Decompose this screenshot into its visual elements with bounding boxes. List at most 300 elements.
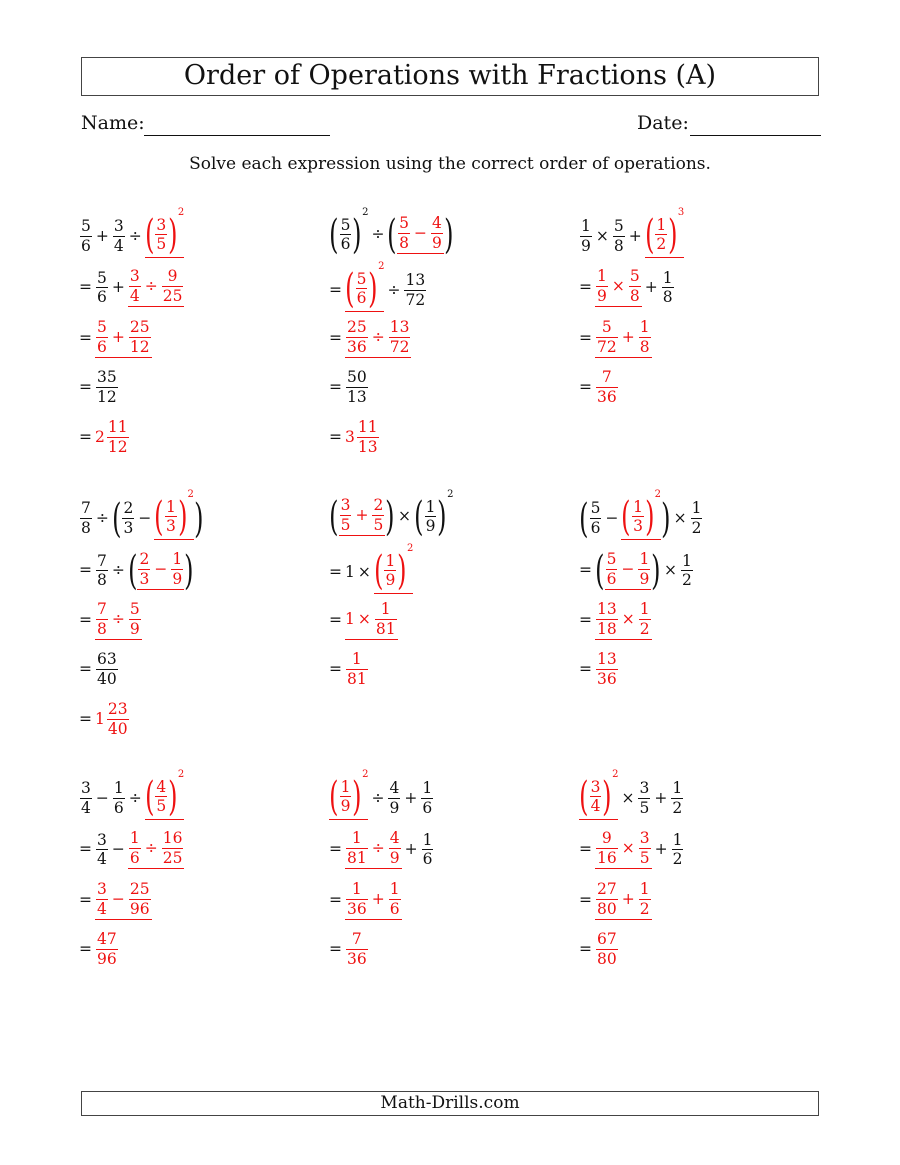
- fraction: [80, 781, 92, 816]
- denominator: 6: [389, 899, 400, 918]
- numerator: 13: [389, 318, 410, 336]
- denominator: 2: [672, 850, 683, 868]
- fraction: [375, 602, 397, 637]
- equals-sign: =: [79, 709, 92, 728]
- step: [579, 548, 694, 597]
- numerator: 1: [662, 268, 673, 287]
- numerator: 1: [165, 497, 176, 516]
- highlighted-operation: [595, 831, 652, 869]
- equals-sign: =: [79, 427, 92, 446]
- fraction: [155, 215, 167, 253]
- equals-sign: =: [579, 278, 592, 297]
- fraction: [96, 268, 108, 306]
- fraction: [596, 652, 618, 687]
- highlighted-operation: [644, 207, 685, 258]
- fraction: [96, 320, 108, 355]
- answer: [79, 420, 130, 466]
- numerator: 7: [97, 551, 107, 570]
- denominator: 6: [97, 337, 107, 356]
- operator: +: [628, 226, 642, 245]
- numerator: 1: [633, 497, 643, 516]
- denominator: 5: [639, 848, 650, 867]
- denominator: 2: [681, 571, 692, 589]
- denominator: 4: [81, 798, 91, 817]
- expression: [79, 489, 204, 543]
- fraction: [346, 831, 368, 866]
- parenthesis: (: [345, 266, 355, 312]
- fraction: [672, 830, 684, 868]
- denominator: 4: [97, 899, 107, 918]
- parenthesis: (: [595, 548, 605, 594]
- fraction: [662, 268, 674, 306]
- denominator: 4: [129, 286, 140, 305]
- fraction: [590, 501, 602, 536]
- step: [579, 320, 652, 366]
- fraction: [596, 932, 618, 967]
- operator: ÷: [128, 226, 142, 245]
- step: = 1 × ( $\frac{1}{9}$ ) 2: [329, 543, 414, 594]
- parenthesis: ): [352, 212, 362, 258]
- operator: ÷: [144, 838, 158, 857]
- denominator: 96: [129, 899, 150, 918]
- fraction: [357, 420, 379, 455]
- equals-sign: =: [579, 377, 592, 396]
- exponent: 2: [362, 207, 369, 218]
- parenthesis: (: [127, 548, 138, 594]
- fraction: [596, 831, 618, 866]
- parenthesis: ): [602, 774, 612, 820]
- operator: −: [111, 840, 125, 859]
- operator: −: [413, 223, 427, 242]
- fraction: [691, 501, 703, 536]
- denominator: 80: [597, 949, 617, 968]
- fraction: [384, 551, 396, 589]
- exponent: 2: [177, 769, 185, 780]
- parenthesis: ): [661, 495, 671, 542]
- highlighted-operation: [144, 769, 185, 820]
- highlighted-operation: [397, 216, 444, 254]
- highlighted-operation: [595, 602, 652, 640]
- exponent: 2: [362, 769, 369, 780]
- exponent: 2: [447, 489, 454, 500]
- parenthesis: ): [385, 494, 395, 540]
- numerator: 3: [129, 267, 140, 285]
- numerator: 35: [97, 368, 117, 386]
- denominator: 6: [422, 850, 433, 868]
- denominator: 8: [639, 337, 650, 356]
- numerator: 1: [639, 550, 650, 568]
- parenthesis: (: [144, 774, 155, 820]
- denominator: 36: [597, 669, 617, 688]
- numerator: 1: [597, 267, 607, 285]
- equals-sign: =: [329, 329, 342, 348]
- numerator: 1: [672, 779, 683, 797]
- fraction: [632, 497, 644, 535]
- numerator: 1: [375, 602, 397, 620]
- highlighted-operation: [95, 320, 152, 358]
- denominator: 9: [340, 797, 351, 815]
- numerator: 25: [129, 880, 150, 898]
- parenthesis: ): [168, 212, 178, 258]
- equals-sign: =: [579, 891, 592, 910]
- denominator: 9: [389, 848, 400, 867]
- numerator: 67: [597, 930, 617, 948]
- fraction: [80, 219, 92, 254]
- worksheet-title: Order of Operations with Fractions (A): [81, 57, 819, 96]
- fraction: [96, 932, 118, 967]
- numerator: 5: [590, 499, 601, 517]
- operator: ×: [621, 788, 635, 807]
- step: [329, 602, 398, 648]
- numerator: 1: [581, 217, 591, 235]
- operator: ×: [357, 562, 371, 581]
- numerator: 1: [129, 829, 140, 847]
- numerator: 11: [107, 418, 128, 436]
- parenthesis: ): [651, 548, 661, 594]
- denominator: 6: [422, 798, 433, 817]
- operator: −: [154, 559, 168, 578]
- numerator: 4: [431, 214, 442, 232]
- numerator: 5: [356, 269, 367, 288]
- denominator: 5: [639, 798, 650, 817]
- fraction: [431, 216, 443, 251]
- name-label: Name:: [81, 112, 145, 134]
- operator: +: [404, 840, 418, 859]
- equals-sign: =: [329, 427, 342, 446]
- fraction: [389, 320, 411, 355]
- denominator: 72: [597, 337, 617, 356]
- numerator: 50: [347, 368, 367, 386]
- fraction: [138, 552, 150, 587]
- fraction: [425, 497, 437, 535]
- operator: −: [138, 508, 152, 527]
- expression: [79, 769, 185, 823]
- denominator: 36: [597, 387, 617, 406]
- operator: ÷: [95, 508, 109, 527]
- operator: +: [621, 889, 635, 908]
- numerator: 5: [97, 268, 107, 287]
- numerator: 2: [123, 499, 134, 517]
- highlighted-operation: [345, 261, 385, 312]
- expression: [579, 489, 703, 543]
- fraction: [590, 777, 602, 815]
- numerator: 25: [347, 318, 367, 336]
- fraction: [96, 882, 108, 917]
- answer: [329, 932, 369, 978]
- mixed-number: [95, 420, 130, 455]
- denominator: 6: [81, 236, 91, 255]
- denominator: 13: [357, 437, 378, 456]
- numerator: 13: [597, 600, 617, 618]
- fraction: [155, 777, 167, 815]
- equals-sign: =: [79, 659, 92, 678]
- numerator: 25: [129, 318, 150, 336]
- denominator: 3: [139, 569, 150, 588]
- numerator: 3: [97, 880, 107, 898]
- equals-sign: =: [579, 659, 592, 678]
- whole-number: 3: [345, 427, 355, 446]
- operator: +: [404, 788, 418, 807]
- numerator: 7: [346, 932, 368, 950]
- denominator: 9: [581, 236, 591, 255]
- highlighted-operation: [345, 320, 411, 358]
- equals-sign: =: [79, 891, 92, 910]
- operator: ÷: [371, 788, 385, 807]
- equals-sign: =: [329, 377, 342, 396]
- numerator: 3: [639, 779, 650, 797]
- denominator: 3: [633, 517, 643, 535]
- highlighted-operation: [144, 207, 185, 258]
- highlighted-operation: [605, 552, 652, 590]
- denominator: 6: [590, 518, 601, 537]
- highlighted-operation: [595, 269, 642, 307]
- operator: +: [621, 327, 635, 346]
- equals-sign: =: [579, 561, 592, 580]
- parenthesis: ): [437, 494, 447, 540]
- equals-sign: =: [79, 939, 92, 958]
- footer-site-name: Math-Drills.com: [81, 1091, 819, 1116]
- answer: [579, 652, 619, 698]
- exponent: 2: [187, 489, 194, 500]
- step: [329, 261, 427, 315]
- numerator: 1: [172, 550, 183, 568]
- fraction: [388, 781, 400, 816]
- expression: [329, 769, 434, 823]
- denominator: 5: [156, 235, 167, 253]
- highlighted-operation: [128, 269, 185, 307]
- numerator: 5: [129, 600, 140, 618]
- numerator: 3: [97, 830, 107, 849]
- fraction: [107, 420, 129, 455]
- denominator: 9: [385, 571, 396, 589]
- operator: +: [371, 889, 385, 908]
- equals-sign: =: [579, 939, 592, 958]
- operator: ÷: [371, 327, 385, 346]
- denominator: 81: [375, 619, 396, 638]
- parenthesis: (: [329, 494, 339, 540]
- equals-sign: =: [329, 659, 342, 678]
- denominator: 6: [356, 289, 367, 307]
- denominator: 9: [389, 798, 400, 817]
- step: [79, 320, 152, 366]
- answer: [79, 932, 119, 978]
- exponent: 2: [378, 261, 385, 272]
- denominator: 6: [340, 235, 351, 253]
- highlighted-operation: [373, 543, 414, 594]
- parenthesis: (: [579, 495, 589, 542]
- numerator: 3: [639, 829, 650, 847]
- denominator: 16: [597, 848, 617, 867]
- operator: ÷: [371, 225, 385, 244]
- fraction: [162, 831, 184, 866]
- numerator: 1: [346, 831, 368, 849]
- operator: +: [111, 327, 125, 346]
- fraction: [96, 551, 108, 589]
- denominator: 4: [97, 850, 107, 868]
- fraction: [639, 882, 651, 917]
- highlighted-operation: [154, 489, 194, 540]
- numerator: 1: [422, 779, 433, 797]
- denominator: 81: [347, 848, 367, 867]
- numerator: 1: [639, 880, 650, 898]
- fraction: [129, 269, 141, 304]
- denominator: 96: [97, 949, 117, 968]
- fraction: [639, 831, 651, 866]
- fraction: [398, 216, 410, 251]
- step: [79, 831, 184, 877]
- expression: [329, 207, 454, 261]
- denominator: 9: [172, 569, 183, 588]
- equals-sign: =: [579, 329, 592, 348]
- highlighted-operation: [137, 552, 184, 590]
- denominator: 40: [107, 719, 128, 738]
- expression: [79, 207, 185, 261]
- equals-sign: =: [329, 939, 342, 958]
- denominator: 12: [97, 387, 117, 406]
- step: [79, 602, 142, 648]
- operator: ×: [663, 561, 677, 580]
- fraction: [107, 702, 129, 737]
- expression: [579, 769, 684, 823]
- denominator: 2: [639, 619, 650, 638]
- fraction: [96, 652, 118, 687]
- denominator: 72: [389, 337, 410, 356]
- step: [79, 652, 119, 698]
- numerator: 7: [81, 499, 91, 517]
- denominator: 8: [97, 571, 107, 589]
- operator: −: [111, 889, 125, 908]
- exponent: 2: [406, 543, 414, 554]
- step: [329, 831, 434, 877]
- denominator: 8: [97, 619, 107, 638]
- denominator: 5: [156, 797, 167, 815]
- highlighted-operation: [345, 831, 402, 869]
- numerator: 11: [357, 418, 378, 436]
- date-field[interactable]: [690, 135, 821, 136]
- fraction: [96, 602, 108, 637]
- denominator: 9: [425, 517, 436, 535]
- step: [579, 269, 675, 315]
- numerator: 5: [606, 550, 617, 568]
- fraction: [96, 370, 118, 405]
- fraction: [389, 831, 401, 866]
- operator: ×: [611, 276, 625, 295]
- denominator: 8: [399, 233, 409, 252]
- highlighted-operation: [595, 320, 652, 358]
- answer: [329, 420, 380, 466]
- numerator: 1: [691, 499, 702, 517]
- mixed-number: [95, 702, 130, 737]
- fraction: [346, 882, 368, 917]
- numerator: 1: [389, 880, 400, 898]
- denominator: 80: [597, 899, 617, 918]
- fraction: [165, 497, 177, 535]
- fraction: [80, 501, 92, 536]
- numerator: 9: [596, 831, 618, 849]
- numerator: 5: [81, 217, 91, 235]
- numerator: 1: [425, 497, 436, 516]
- numerator: 5: [613, 217, 624, 235]
- highlighted-operation: [329, 769, 369, 820]
- fraction: [404, 273, 426, 308]
- fraction: [113, 219, 125, 254]
- fraction: [606, 552, 618, 587]
- fraction: [129, 882, 151, 917]
- numerator: 1: [639, 318, 650, 336]
- numerator: 5: [596, 320, 618, 338]
- equals-sign: =: [79, 840, 92, 859]
- operator: ×: [357, 609, 371, 628]
- denominator: 36: [347, 949, 367, 968]
- denominator: 12: [107, 437, 128, 456]
- parenthesis: ): [668, 212, 678, 258]
- operator: ×: [673, 508, 687, 527]
- numerator: 1: [113, 779, 124, 797]
- fraction: [129, 831, 141, 866]
- fraction: [372, 498, 384, 533]
- parenthesis: ): [177, 494, 188, 540]
- denominator: 25: [162, 286, 183, 305]
- highlighted-operation: [128, 831, 185, 869]
- name-field[interactable]: [144, 135, 330, 136]
- numerator: 3: [156, 215, 167, 234]
- numerator: 3: [340, 496, 351, 514]
- fraction: [340, 777, 352, 815]
- highlighted-operation: 1 × $\frac{1}{81}$: [345, 602, 398, 640]
- operator: +: [654, 788, 668, 807]
- equals-sign: =: [329, 891, 342, 910]
- numerator: 1: [639, 600, 650, 618]
- operator: ×: [621, 609, 635, 628]
- step: [579, 882, 652, 928]
- step: [329, 882, 402, 928]
- numerator: 5: [399, 214, 409, 232]
- numerator: 1: [346, 652, 368, 670]
- operator: ÷: [111, 609, 125, 628]
- numerator: 3: [590, 777, 601, 796]
- denominator: 8: [613, 236, 624, 255]
- fraction: [596, 370, 618, 405]
- numerator: 2: [373, 496, 384, 514]
- parenthesis: (: [111, 495, 122, 542]
- parenthesis: ): [397, 548, 407, 594]
- numerator: 27: [597, 880, 617, 898]
- operator: ×: [595, 226, 609, 245]
- step: [79, 548, 194, 597]
- highlighted-operation: [345, 882, 402, 920]
- highlighted-operation: [595, 882, 652, 920]
- parenthesis: ): [168, 774, 178, 820]
- equals-sign: =: [79, 278, 92, 297]
- denominator: 3: [123, 518, 134, 537]
- denominator: 36: [347, 337, 367, 356]
- highlighted-operation: [95, 882, 152, 920]
- denominator: 9: [431, 233, 442, 252]
- denominator: 8: [81, 518, 91, 537]
- numerator: 3: [113, 217, 124, 235]
- numerator: 4: [389, 779, 400, 797]
- equals-sign: =: [329, 280, 342, 299]
- denominator: 9: [129, 619, 140, 638]
- numerator: 13: [597, 650, 617, 668]
- denominator: 8: [629, 286, 640, 305]
- fraction: [346, 652, 368, 687]
- parenthesis: ): [645, 494, 655, 540]
- fraction: [421, 781, 433, 816]
- exponent: 3: [677, 207, 685, 218]
- numerator: 1: [340, 777, 351, 796]
- parenthesis: ): [193, 495, 204, 542]
